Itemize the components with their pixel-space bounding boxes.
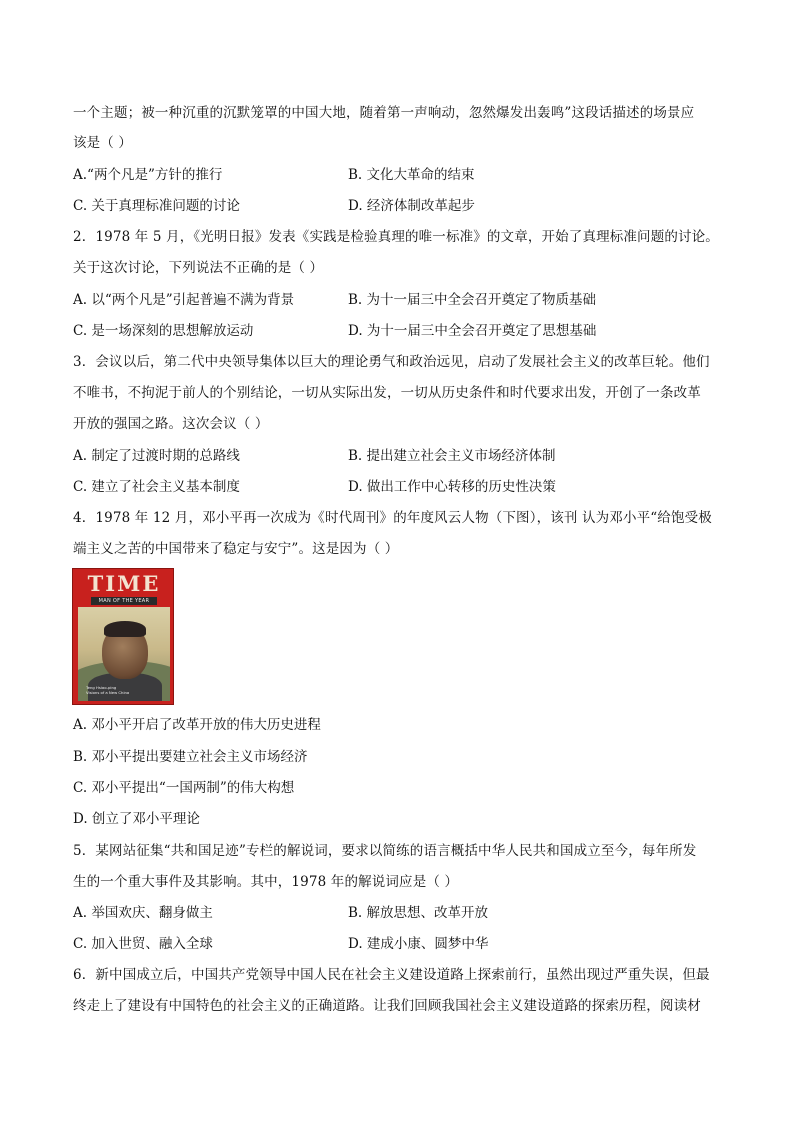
cover-caption-subtitle: Visions of a New China: [86, 690, 130, 695]
q5-stem-line-1: 5．某网站征集“共和国足迹”专栏的解说词，要求以简练的语言概括中华人民共和国成立至今，每年所发: [73, 843, 697, 859]
q1-stem-line-2: 该是（ ）: [73, 135, 133, 151]
q4-option-a: A. 邓小平开启了改革开放的伟大历史进程: [73, 717, 321, 733]
q3-option-b: B. 提出建立社会主义市场经济体制: [348, 448, 556, 464]
q4-stem-line-2: 端主义之苦的中国带来了稳定与安宁”。这是因为（ ）: [73, 541, 399, 557]
q1-option-d: D. 经济体制改革起步: [348, 198, 475, 214]
q6-stem-line-2: 终走上了建设有中国特色的社会主义的正确道路。让我们回顾我国社会主义建设道路的探索历程，阅读材: [73, 998, 701, 1014]
q5-option-a: A. 举国欢庆、翻身做主: [73, 905, 213, 921]
q2-option-b: B. 为十一届三中全会召开奠定了物质基础: [348, 292, 597, 308]
q2-stem-line-1: 2．1978 年 5 月，《光明日报》发表《实践是检验真理的唯一标准》的文章，开始了真理标准问题的讨论。: [73, 229, 719, 245]
q1-option-b: B. 文化大革命的结束: [348, 167, 475, 183]
q3-option-d: D. 做出工作中心转移的历史性决策: [348, 479, 556, 495]
q3-stem-line-1: 3．会议以后，第二代中央领导集体以巨大的理论勇气和政治远见，启动了发展社会主义的改革巨轮。他们: [73, 354, 710, 370]
q1-stem-line-1: 一个主题；被一种沉重的沉默笼罩的中国大地，随着第一声响动，忽然爆发出轰鸣”这段话描述的场景应: [73, 105, 695, 121]
q3-stem-line-2: 不唯书，不拘泥于前人的个别结论，一切从实际出发，一切从历史条件和时代要求出发，开创了一条改革: [73, 385, 701, 401]
q3-option-a: A. 制定了过渡时期的总路线: [73, 448, 240, 464]
q5-option-d: D. 建成小康、圆梦中华: [348, 936, 489, 952]
q5-option-c: C. 加入世贸、融入全球: [73, 936, 213, 952]
cover-caption: [86, 685, 146, 695]
q2-option-c: C. 是一场深刻的思想解放运动: [73, 323, 254, 339]
q2-option-a: A. 以“两个凡是”引起普遍不满为背景: [73, 292, 295, 308]
q3-option-c: C. 建立了社会主义基本制度: [73, 479, 240, 495]
cover-caption-name: Teng Hsiao-ping: [86, 685, 117, 690]
cover-masthead: TIME: [87, 571, 161, 596]
q5-stem-line-2: 生的一个重大事件及其影响。其中，1978 年的解说词应是（ ）: [73, 874, 459, 890]
q5-option-b: B. 解放思想、改革开放: [348, 905, 489, 921]
cover-portrait: [78, 607, 170, 701]
cover-banner: MAN OF THE YEAR: [91, 597, 157, 605]
q4-option-b: B. 邓小平提出要建立社会主义市场经济: [73, 749, 308, 765]
q1-option-c: C. 关于真理标准问题的讨论: [73, 198, 240, 214]
q4-option-d: D. 创立了邓小平理论: [73, 811, 200, 827]
q1-option-a: A.“两个凡是”方针的推行: [73, 167, 223, 183]
q6-stem-line-1: 6．新中国成立后，中国共产党领导中国人民在社会主义建设道路上探索前行，虽然出现过严重失误，但最: [73, 967, 710, 983]
q4-option-c: C. 邓小平提出“一国两制”的伟大构想: [73, 780, 295, 796]
q2-option-d: D. 为十一届三中全会召开奠定了思想基础: [348, 323, 597, 339]
q4-stem-line-1: 4．1978 年 12 月，邓小平再一次成为《时代周刊》的年度风云人物（下图），该刊 认为邓小平“给饱受极: [73, 510, 712, 526]
q3-stem-line-3: 开放的强国之路。这次会议（ ）: [73, 416, 269, 432]
q2-stem-line-2: 关于这次讨论，下列说法不正确的是（ ）: [73, 260, 324, 276]
time-magazine-cover-image: [72, 568, 174, 705]
